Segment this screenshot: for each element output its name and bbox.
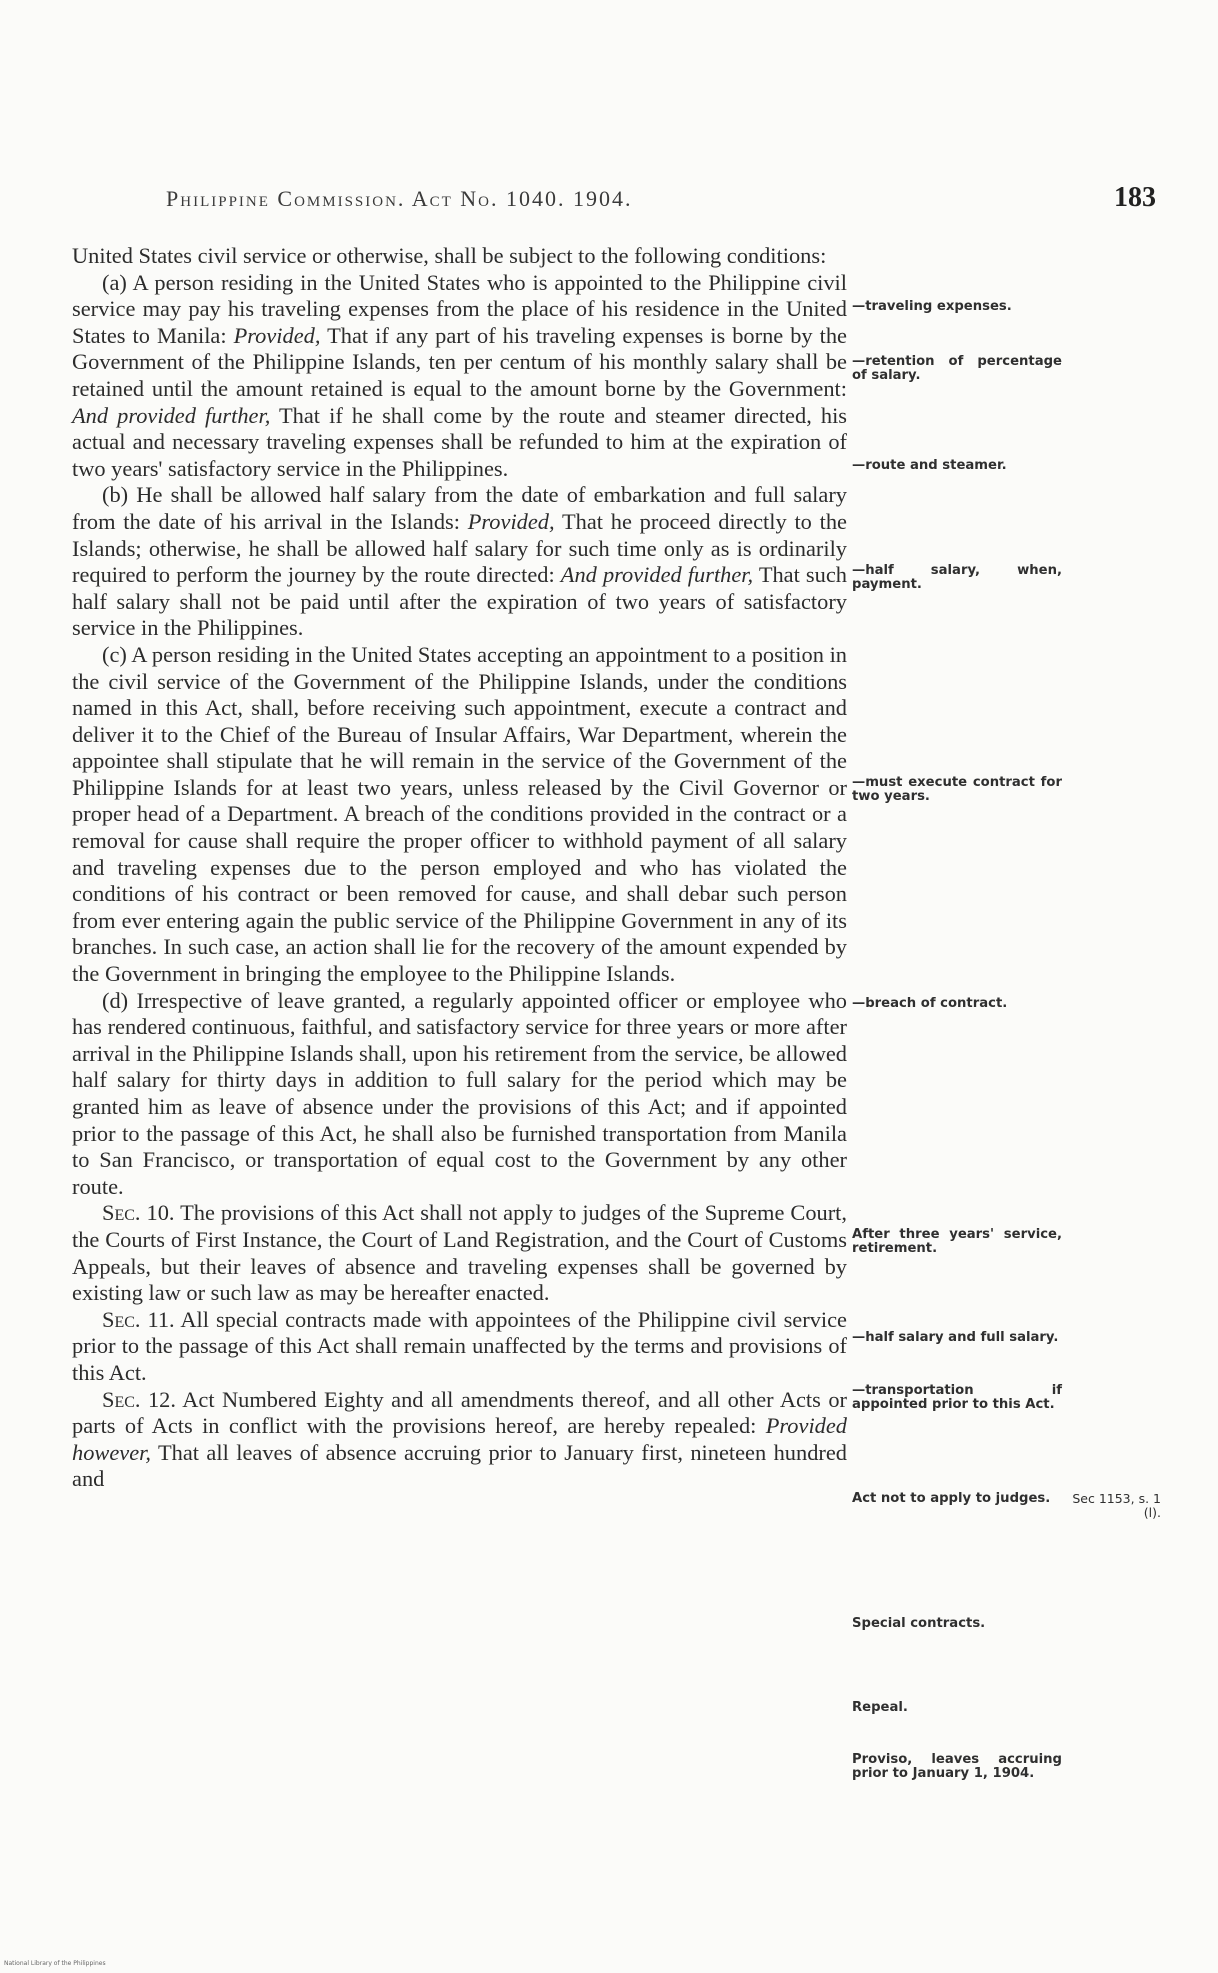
section-11 <box>72 1307 847 1387</box>
margin-note-breach: —breach of contract. <box>852 996 1008 1011</box>
footer-credit: National Library of the Philippines <box>4 1960 106 1967</box>
paragraph-d: (d) Irrespective of leave granted, a regularly appointed officer or employee who has rendered continuous, faithful, and satisfactory service for three years or more after arrival in the Philippine Islands shall, upon his retirement from the service, be allowed half salary for thirty days in addition to full salary for the period which may be granted him as leave of absence under the provisions of this Act; and if appointed prior to the passage of this Act, he shall also be furnished transportation from Manila to San Francisco, or transportation of equal cost to the Government by any other route. <box>72 987 847 1199</box>
section-12-proviso: Provided however, <box>72 1413 847 1465</box>
page-number: 183 <box>1114 182 1156 213</box>
section-12 <box>72 1387 847 1493</box>
margin-note-proviso: Proviso, leaves accruing prior to January 1, 1904. <box>852 1752 1062 1781</box>
margin-note-transportation: —transportation if appointed prior to this Act. <box>852 1383 1062 1412</box>
section-12-tail: That all leaves of absence accruing prior to January first, nineteen hundred and <box>72 1439 847 1492</box>
paragraph-b <box>72 482 847 642</box>
section-12-text: Act Numbered Eighty and all amendments thereof, and all other Acts or parts of Acts in conflict with the provisions hereof, are hereby repealed: <box>72 1386 847 1439</box>
margin-note-route-steamer: —route and steamer. <box>852 458 1007 473</box>
paragraph-a-part-2: That if any part of his traveling expenses is borne by the Government of the Philippine Islands, ten per centum of his monthly salary shall be retained until the amount retained is equal to the amount borne by the Government: <box>72 322 847 401</box>
paragraph-a <box>72 270 847 483</box>
margin-note-repeal: Repeal. <box>852 1700 908 1715</box>
paragraph-b-part-2: That he proceed directly to the Islands; otherwise, he shall be allowed half salary for such time only as is ordinarily required to perform the journey by the route directed: <box>72 508 847 588</box>
body-text <box>72 243 847 1493</box>
paragraph-c: (c) A person residing in the United States accepting an appointment to a position in the civil service of the Government of the Philippine Islands, under the conditions named in this Act, shall, before receiving such appointment, execute a contract and deliver it to the Chief of the Bureau of Insular Affairs, War Department, wherein the appointee shall stipulate that he will remain in the service of the Government of the Philippine Islands for at least two years, unless released by the Civil Governor or proper head of a Department. A breach of the conditions provided in the contract or a removal for cause shall require the proper officer to withhold payment of all salary and traveling expenses due to the person employed and who has violated the conditions of his contract or been removed for cause, and shall debar such person from ever entering again the public service of the Philippine Government in any of its branches. In such case, an action shall lie for the recovery of the amount expended by the Government in bringing the employee to the Philippine Islands. <box>72 641 847 987</box>
paragraph-a-proviso-2: And provided further, <box>72 402 271 428</box>
paragraph-b-proviso-2: And provided further, <box>560 562 754 588</box>
paragraph-a-proviso-1: Provided, <box>233 322 321 348</box>
section-12-label: Sec. 12. <box>102 1386 176 1412</box>
margin-note-judges: Act not to apply to judges. <box>852 1491 1051 1506</box>
paragraph-a-part-1: (a) A person residing in the United States who is appointed to the Philippine civil service may pay his traveling expenses from the place of his residence in the United States to Manila: <box>72 269 847 348</box>
section-10 <box>72 1200 847 1306</box>
paragraph-b-part-3: That such half salary shall not be paid until after the expiration of two years of satisfactory service in the Philippines. <box>72 562 847 641</box>
paragraph-b-part-1: (b) He shall be allowed half salary from the date of embarkation and full salary from the date of his arrival in the Islands: <box>72 482 847 534</box>
margin-note-half-salary: —half salary, when, payment. <box>852 563 1062 592</box>
margin-note-retirement: After three years' service, retirement. <box>852 1227 1062 1256</box>
paragraph-b-proviso-1: Provided, <box>467 508 555 534</box>
margin-notes <box>852 243 1062 1803</box>
margin-note-half-full-salary: —half salary and full salary. <box>852 1330 1059 1345</box>
margin-note-retention: —retention of percentage of salary. <box>852 354 1062 383</box>
margin-note-traveling-expenses: —traveling expenses. <box>852 299 1012 314</box>
section-10-label: Sec. 10. <box>102 1200 175 1226</box>
section-11-label: Sec. 11. <box>102 1306 175 1332</box>
statute-reference: Sec 1153, s. 1 (l). <box>1072 1491 1161 1520</box>
margin-note-contract: —must execute contract for two years. <box>852 775 1062 804</box>
page-header <box>166 182 1156 222</box>
paragraph-a-part-3: That if he shall come by the route and steamer directed, his actual and necessary traveling expenses shall be refunded to him at the expiration of two years' satisfactory service in the Philippines. <box>72 402 847 481</box>
margin-note-special-contracts: Special contracts. <box>852 1616 986 1631</box>
section-10-text: The provisions of this Act shall not apply to judges of the Supreme Court, the Courts of First Instance, the Court of Land Registration, and the Court of Customs Appeals, but their leaves of absence and traveling expenses shall be governed by existing law or such law as may be hereafter enacted. <box>72 1200 847 1306</box>
section-11-text: All special contracts made with appointees of the Philippine civil service prior to the passage of this Act shall remain unaffected by the terms and provisions of this Act. <box>72 1306 847 1385</box>
statute-reference-column <box>1066 243 1161 1803</box>
paragraph-intro: United States civil service or otherwise, shall be subject to the following conditions: <box>72 243 827 268</box>
running-head: Philippine Commission. Act No. 1040. 1904. <box>166 186 633 211</box>
